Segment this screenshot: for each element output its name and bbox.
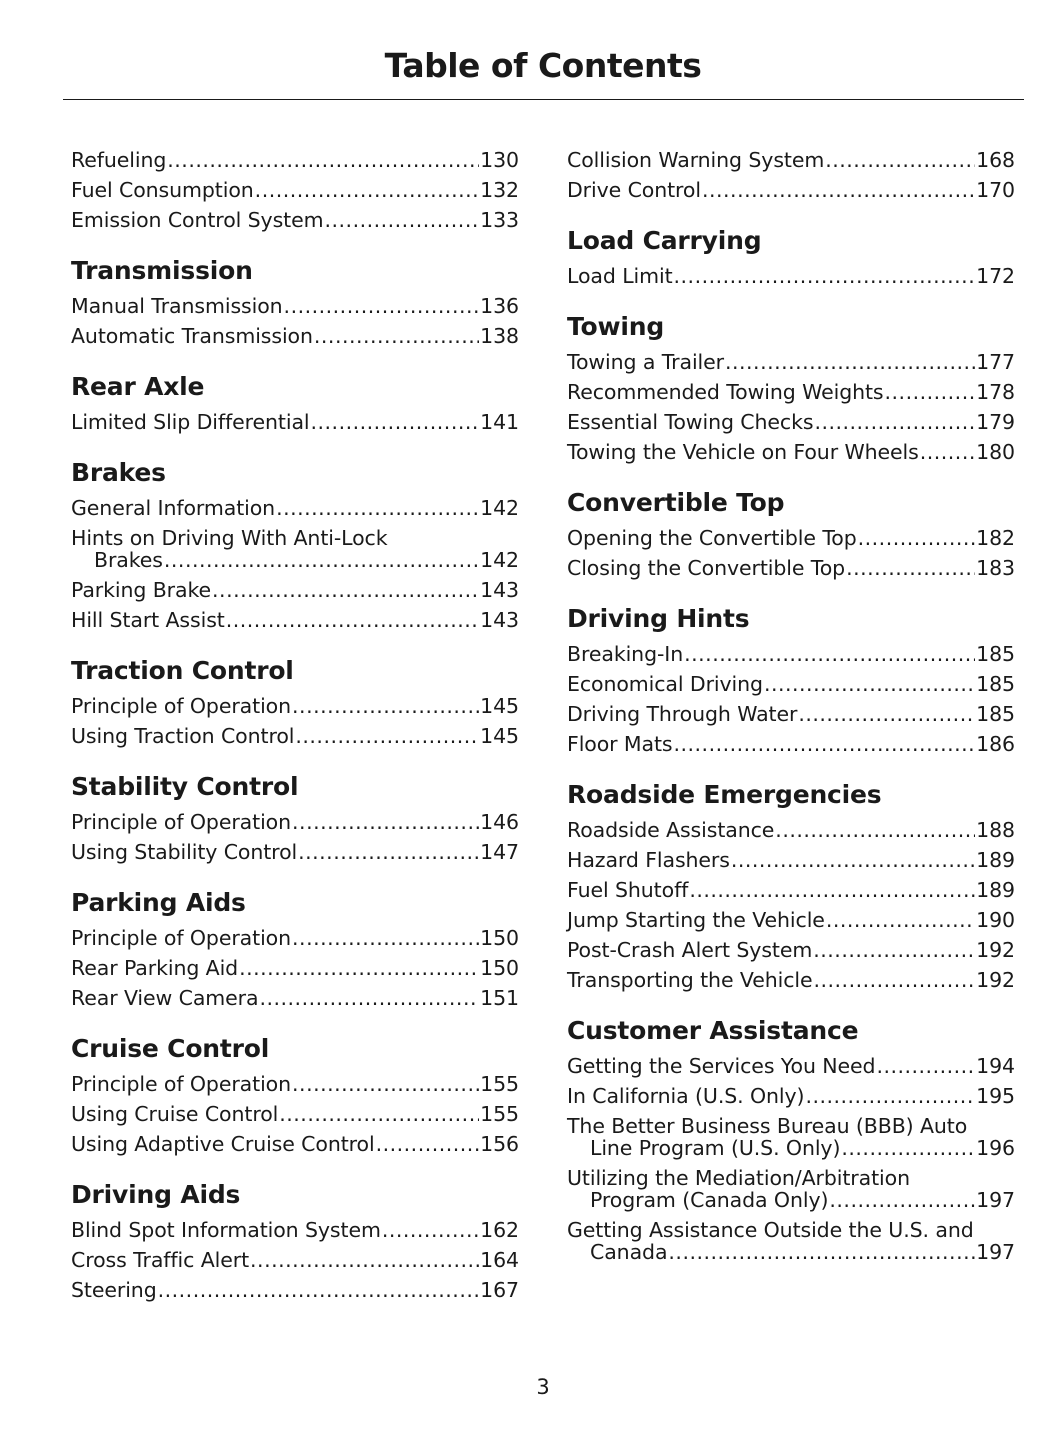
toc-entry[interactable] [567, 1081, 1015, 1111]
toc-section [71, 885, 519, 1013]
dot-leader [292, 923, 479, 953]
toc-entry-page: 155 [480, 1072, 519, 1096]
dot-leader [829, 1189, 975, 1211]
toc-entry-title: Towing the Vehicle on Four Wheels [567, 440, 919, 464]
dot-leader [292, 807, 479, 837]
toc-entry-title: Brakes [94, 548, 163, 572]
section-heading[interactable]: Load Carrying [567, 226, 762, 255]
toc-entry-page: 177 [976, 350, 1015, 374]
dot-leader [826, 905, 975, 935]
toc-entry-row [71, 691, 519, 721]
toc-entry[interactable] [71, 407, 519, 437]
title-divider [63, 99, 1024, 100]
toc-entry-title: Cross Traffic Alert [71, 1248, 250, 1272]
toc-entry-title: Towing a Trailer [567, 350, 724, 374]
toc-entry[interactable] [567, 1215, 1015, 1267]
toc-section [71, 455, 519, 635]
dot-leader [325, 205, 480, 235]
toc-entry-page: 183 [976, 556, 1015, 580]
toc-entry-row [567, 639, 1015, 669]
toc-entry-title: Steering [71, 1278, 157, 1302]
dot-leader [684, 639, 975, 669]
toc-entry-row [71, 1245, 519, 1275]
toc-entry-row [567, 699, 1015, 729]
toc-section [567, 223, 1015, 291]
toc-entry[interactable] [567, 377, 1015, 407]
dot-leader [158, 1275, 480, 1305]
toc-entry-page: 130 [480, 148, 519, 172]
toc-entry-page: 188 [976, 818, 1015, 842]
toc-entry-title: General Information [71, 496, 276, 520]
toc-entry[interactable] [71, 807, 519, 837]
toc-entry[interactable] [71, 205, 519, 235]
toc-entry-title: Principle of Operation [71, 926, 292, 950]
toc-entry-page: 143 [480, 608, 519, 632]
toc-entry-row [71, 407, 519, 437]
toc-entry[interactable] [71, 523, 519, 575]
toc-entry-page: 196 [976, 1136, 1015, 1160]
toc-entry-row [567, 261, 1015, 291]
toc-entry-title: Collision Warning System [567, 148, 825, 172]
dot-leader [668, 1241, 975, 1263]
toc-entry-title-line: Getting Assistance Outside the U.S. and [567, 1218, 974, 1242]
toc-entry-row [567, 347, 1015, 377]
toc-entry-title: Driving Through Water [567, 702, 798, 726]
toc-entry-page: 185 [976, 642, 1015, 666]
toc-section [71, 253, 519, 351]
toc-entry-row [567, 523, 1015, 553]
toc-entry[interactable] [71, 145, 519, 175]
dot-leader [813, 965, 975, 995]
toc-entry-row [567, 437, 1015, 467]
toc-entry-title: Manual Transmission [71, 294, 283, 318]
toc-entry-title: Principle of Operation [71, 1072, 292, 1096]
dot-leader [858, 523, 976, 553]
toc-entry-row [71, 145, 519, 175]
dot-leader [876, 1051, 975, 1081]
dot-leader [775, 815, 975, 845]
toc-entry-page: 192 [976, 968, 1015, 992]
toc-entry-title: Using Adaptive Cruise Control [71, 1132, 375, 1156]
toc-entry-row [71, 923, 519, 953]
toc-entry[interactable] [71, 691, 519, 721]
toc-entry-row [71, 837, 519, 867]
toc-entry-title: Canada [590, 1240, 668, 1264]
dot-leader [825, 145, 975, 175]
toc-entry-page: 186 [976, 732, 1015, 756]
section-heading[interactable]: Rear Axle [71, 372, 205, 401]
toc-entry-title: Using Stability Control [71, 840, 298, 864]
dot-leader [292, 691, 479, 721]
toc-entry[interactable] [71, 1245, 519, 1275]
toc-entry-title: Using Cruise Control [71, 1102, 279, 1126]
dot-leader [725, 347, 975, 377]
toc-entry-row [71, 1275, 519, 1305]
toc-entry-page: 168 [976, 148, 1015, 172]
toc-entry-title: Parking Brake [71, 578, 212, 602]
dot-leader [702, 175, 975, 205]
toc-entry-title: Post-Crash Alert System [567, 938, 813, 962]
toc-entry-page: 146 [480, 810, 519, 834]
toc-entry-row [567, 729, 1015, 759]
toc-entry-row [567, 1137, 1015, 1163]
dot-leader [298, 837, 479, 867]
toc-entry-page: 162 [480, 1218, 519, 1242]
toc-entry-page: 136 [480, 294, 519, 318]
dot-leader [314, 321, 479, 351]
section-heading[interactable]: Parking Aids [71, 888, 246, 917]
toc-entry-title: In California (U.S. Only) [567, 1084, 805, 1108]
toc-entry[interactable] [567, 437, 1015, 467]
toc-right-column [567, 145, 1015, 1285]
toc-entry-row [71, 605, 519, 635]
dot-leader [764, 669, 975, 699]
toc-entry-page: 195 [976, 1084, 1015, 1108]
toc-entry[interactable] [71, 837, 519, 867]
dot-leader [226, 605, 479, 635]
section-heading[interactable]: Convertible Top [567, 488, 785, 517]
toc-intro-group [567, 145, 1015, 205]
section-heading[interactable]: Cruise Control [71, 1034, 270, 1063]
toc-entry-row [567, 1241, 1015, 1267]
page-number: 3 [536, 1375, 550, 1399]
toc-entry-title-line: Utilizing the Mediation/Arbitration [567, 1166, 910, 1190]
toc-entry[interactable] [567, 175, 1015, 205]
dot-leader [167, 145, 479, 175]
dot-leader [382, 1215, 479, 1245]
toc-entry-row [567, 1051, 1015, 1081]
toc-entry[interactable] [71, 493, 519, 523]
toc-entry-page: 167 [480, 1278, 519, 1302]
toc-entry-title: Using Traction Control [71, 724, 295, 748]
toc-entry-title: Floor Mats [567, 732, 673, 756]
toc-entry-title: Hazard Flashers [567, 848, 730, 872]
dot-leader [276, 493, 479, 523]
dot-leader [284, 291, 480, 321]
toc-entry[interactable] [71, 321, 519, 351]
toc-entry-row [567, 965, 1015, 995]
toc-entry-page: 150 [480, 956, 519, 980]
toc-entry-title: Recommended Towing Weights [567, 380, 884, 404]
dot-leader [798, 699, 975, 729]
toc-entry-page: 147 [480, 840, 519, 864]
toc-entry-page: 145 [480, 694, 519, 718]
toc-entry-page: 156 [480, 1132, 519, 1156]
toc-entry-title-line: The Better Business Bureau (BBB) Auto [567, 1114, 968, 1138]
toc-entry-title: Automatic Transmission [71, 324, 313, 348]
toc-entry-row [71, 575, 519, 605]
toc-entry-page: 143 [480, 578, 519, 602]
toc-entry[interactable] [567, 639, 1015, 669]
toc-entry-row [71, 1215, 519, 1245]
toc-entry[interactable] [71, 953, 519, 983]
toc-entry-row [71, 291, 519, 321]
toc-entry[interactable] [71, 1099, 519, 1129]
toc-section [567, 777, 1015, 995]
dot-leader [846, 553, 975, 583]
dot-leader [295, 721, 479, 751]
toc-entry-title: Limited Slip Differential [71, 410, 310, 434]
dot-leader [259, 983, 479, 1013]
toc-entry-page: 142 [480, 548, 519, 572]
toc-entry-title: Principle of Operation [71, 694, 292, 718]
toc-section [567, 309, 1015, 467]
toc-entry-row [71, 493, 519, 523]
toc-entry-title-line: Hints on Driving With Anti-Lock [71, 526, 388, 550]
toc-section [567, 485, 1015, 583]
toc-entry-title: Program (Canada Only) [590, 1188, 829, 1212]
toc-entry-page: 189 [976, 848, 1015, 872]
dot-leader [805, 1081, 975, 1111]
toc-entry-page: 185 [976, 672, 1015, 696]
toc-entry-row [71, 1129, 519, 1159]
toc-entry-page: 185 [976, 702, 1015, 726]
toc-entry-row [71, 549, 519, 575]
toc-entry[interactable] [567, 729, 1015, 759]
dot-leader [813, 935, 975, 965]
toc-entry-title: Breaking-In [567, 642, 684, 666]
toc-entry-row [567, 845, 1015, 875]
toc-entry[interactable] [567, 699, 1015, 729]
toc-entry-title: Load Limit [567, 264, 673, 288]
toc-left-column [71, 145, 519, 1323]
toc-entry-page: 141 [480, 410, 519, 434]
toc-entry[interactable] [567, 965, 1015, 995]
toc-entry[interactable] [567, 523, 1015, 553]
toc-entry-row [567, 935, 1015, 965]
toc-entry[interactable] [71, 575, 519, 605]
toc-entry-title: Refueling [71, 148, 167, 172]
toc-entry[interactable] [567, 875, 1015, 905]
toc-entry-page: 138 [480, 324, 519, 348]
toc-entry-title: Emission Control System [71, 208, 324, 232]
dot-leader [673, 729, 975, 759]
toc-entry-page: 151 [480, 986, 519, 1010]
section-heading[interactable]: Transmission [71, 256, 253, 285]
toc-entry-page: 197 [976, 1188, 1015, 1212]
section-heading[interactable]: Brakes [71, 458, 166, 487]
toc-entry-title: Rear Parking Aid [71, 956, 239, 980]
toc-section [71, 1177, 519, 1305]
dot-leader [311, 407, 480, 437]
page-title: Table of Contents [384, 46, 702, 85]
toc-entry-page: 197 [976, 1240, 1015, 1264]
toc-intro-group [71, 145, 519, 235]
toc-entry-title: Essential Towing Checks [567, 410, 814, 434]
toc-entry-title: Blind Spot Information System [71, 1218, 381, 1242]
toc-entry-row [71, 953, 519, 983]
toc-entry-title: Economical Driving [567, 672, 763, 696]
dot-leader [212, 575, 479, 605]
toc-section [71, 653, 519, 751]
toc-entry-title: Getting the Services You Need [567, 1054, 876, 1078]
dot-leader [885, 377, 976, 407]
toc-entry-page: 150 [480, 926, 519, 950]
toc-entry-page: 180 [976, 440, 1015, 464]
toc-entry-row [71, 807, 519, 837]
toc-entry-row [567, 669, 1015, 699]
toc-entry[interactable] [567, 407, 1015, 437]
toc-entry-title: Fuel Consumption [71, 178, 254, 202]
dot-leader [841, 1137, 975, 1159]
toc-entry-page: 170 [976, 178, 1015, 202]
toc-entry-page: 189 [976, 878, 1015, 902]
toc-entry[interactable] [567, 1163, 1015, 1215]
dot-leader [689, 875, 975, 905]
toc-entry-page: 172 [976, 264, 1015, 288]
toc-entry[interactable] [567, 935, 1015, 965]
toc-entry[interactable] [567, 1051, 1015, 1081]
section-heading[interactable]: Driving Hints [567, 604, 750, 633]
dot-leader [164, 549, 479, 571]
toc-entry[interactable] [71, 175, 519, 205]
toc-entry-page: 145 [480, 724, 519, 748]
toc-entry-page: 192 [976, 938, 1015, 962]
toc-entry[interactable] [71, 1215, 519, 1245]
toc-entry-row [71, 205, 519, 235]
toc-entry-page: 178 [976, 380, 1015, 404]
toc-entry-row [567, 1081, 1015, 1111]
toc-entry-title: Transporting the Vehicle [567, 968, 813, 992]
section-heading[interactable]: Roadside Emergencies [567, 780, 882, 809]
toc-entry[interactable] [71, 1069, 519, 1099]
toc-entry-row [567, 815, 1015, 845]
toc-entry-row [71, 321, 519, 351]
toc-entry[interactable] [567, 905, 1015, 935]
toc-entry[interactable] [71, 721, 519, 751]
toc-entry[interactable] [567, 815, 1015, 845]
toc-entry-row [567, 377, 1015, 407]
toc-entry[interactable] [567, 553, 1015, 583]
toc-entry[interactable] [71, 291, 519, 321]
toc-entry-row [567, 175, 1015, 205]
dot-leader [279, 1099, 479, 1129]
section-heading[interactable]: Stability Control [71, 772, 299, 801]
toc-entry-row [567, 407, 1015, 437]
toc-entry-page: 132 [480, 178, 519, 202]
dot-leader [674, 261, 976, 291]
dot-leader [255, 175, 479, 205]
section-heading[interactable]: Driving Aids [71, 1180, 241, 1209]
toc-entry[interactable] [71, 983, 519, 1013]
toc-section [567, 1013, 1015, 1267]
dot-leader [376, 1129, 480, 1159]
toc-entry-title: Line Program (U.S. Only) [590, 1136, 841, 1160]
section-heading[interactable]: Towing [567, 312, 665, 341]
toc-entry-title: Principle of Operation [71, 810, 292, 834]
toc-section [567, 601, 1015, 759]
dot-leader [920, 437, 975, 467]
dot-leader [292, 1069, 479, 1099]
toc-entry-title: Closing the Convertible Top [567, 556, 846, 580]
toc-entry-title: Drive Control [567, 178, 701, 202]
toc-entry-page: 142 [480, 496, 519, 520]
toc-entry[interactable] [71, 923, 519, 953]
section-heading[interactable]: Customer Assistance [567, 1016, 859, 1045]
toc-entry-row [71, 1099, 519, 1129]
dot-leader [250, 1245, 479, 1275]
toc-entry-page: 133 [480, 208, 519, 232]
toc-entry-page: 194 [976, 1054, 1015, 1078]
toc-entry-row [567, 875, 1015, 905]
toc-entry-page: 190 [976, 908, 1015, 932]
toc-entry-row [567, 145, 1015, 175]
toc-entry-row [567, 1189, 1015, 1215]
dot-leader [731, 845, 975, 875]
toc-entry-title: Fuel Shutoff [567, 878, 689, 902]
toc-entry-page: 179 [976, 410, 1015, 434]
toc-entry[interactable] [567, 1111, 1015, 1163]
toc-entry[interactable] [71, 1129, 519, 1159]
toc-entry-row [567, 553, 1015, 583]
toc-entry-row [71, 1069, 519, 1099]
toc-section [71, 1031, 519, 1159]
toc-section [71, 369, 519, 437]
toc-entry[interactable] [567, 261, 1015, 291]
section-heading[interactable]: Traction Control [71, 656, 294, 685]
toc-entry-title: Opening the Convertible Top [567, 526, 857, 550]
toc-entry-row [71, 983, 519, 1013]
toc-entry-title: Jump Starting the Vehicle [567, 908, 825, 932]
toc-entry-title: Roadside Assistance [567, 818, 775, 842]
toc-entry-page: 182 [976, 526, 1015, 550]
dot-leader [814, 407, 975, 437]
toc-entry[interactable] [71, 605, 519, 635]
toc-entry-page: 155 [480, 1102, 519, 1126]
toc-entry[interactable] [71, 1275, 519, 1305]
toc-section [71, 769, 519, 867]
toc-entry-page: 164 [480, 1248, 519, 1272]
toc-entry[interactable] [567, 347, 1015, 377]
toc-entry-row [567, 905, 1015, 935]
dot-leader [239, 953, 479, 983]
toc-entry-title: Rear View Camera [71, 986, 259, 1010]
toc-entry-row [71, 175, 519, 205]
toc-entry[interactable] [567, 669, 1015, 699]
toc-entry[interactable] [567, 845, 1015, 875]
toc-entry[interactable] [567, 145, 1015, 175]
toc-entry-row [71, 721, 519, 751]
toc-entry-title: Hill Start Assist [71, 608, 225, 632]
